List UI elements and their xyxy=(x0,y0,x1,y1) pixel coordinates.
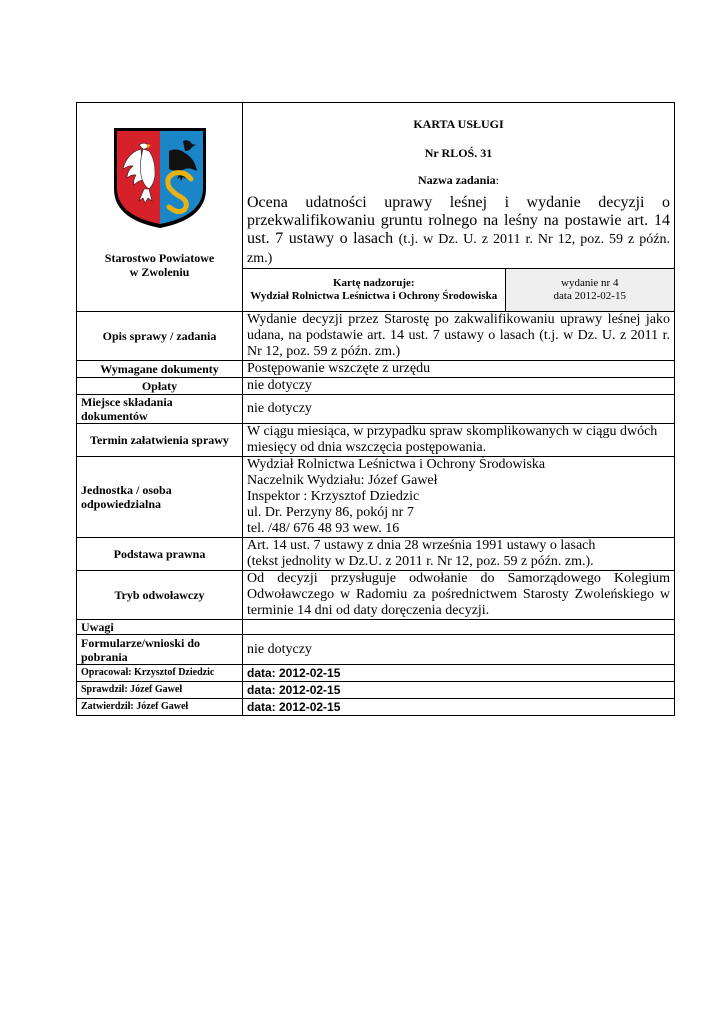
termin-label: Termin załatwienia sprawy xyxy=(77,424,243,457)
supervisor-label: Kartę nadzoruje: xyxy=(332,277,415,289)
podstawa-line1: Art. 14 ust. 7 ustawy z dnia 28 września 1991 ustawy o lasach xyxy=(247,538,596,553)
podstawa-label: Podstawa prawna xyxy=(77,538,243,571)
edition-box xyxy=(505,269,674,311)
task-label-colon: : xyxy=(495,173,499,187)
opis-value: Wydanie decyzji przez Starostę po zakwalifikowaniu uprawy leśnej jako udana, na podstawie art. 14 ust. 7 ustawy o lasach (t.j. w Dz. U. z 2011 r. Nr 12, poz. 59 z późn. zm.) xyxy=(243,312,675,361)
tryb-value: Od decyzji przysługuje odwołanie do Samorządowego Kolegium Odwoławczego w Radomiu za pośrednictwem Starosty Zwoleńskiego w terminie 14 dni od daty doręczenia decyzji. xyxy=(243,571,675,620)
title-cell xyxy=(243,103,675,269)
formularze-value: nie dotyczy xyxy=(243,635,675,665)
prepared-by: Opracował: Krzysztof Dziedzic xyxy=(77,665,243,682)
termin-value: W ciągu miesiąca, w przypadku spraw skomplikowanych w ciągu dwóch miesięcy od dnia wszczęcia postępowania. xyxy=(243,424,675,457)
jednostka-line2: Naczelnik Wydziału: Józef Gaweł xyxy=(247,473,438,488)
jednostka-value xyxy=(243,457,675,538)
uwagi-label: Uwagi xyxy=(77,620,243,635)
task-text: Ocena udatności uprawy leśnej i wydanie decyzji o przekwalifikowaniu gruntu rolnego na leśny na postawie art. 14 ust. 7 ustawy o lasach xyxy=(247,194,670,247)
opis-label: Opis sprawy / zadania xyxy=(77,312,243,361)
dokumenty-label: Wymagane dokumenty xyxy=(77,361,243,378)
podstawa-value xyxy=(243,538,675,571)
task-name xyxy=(247,194,670,268)
office-name xyxy=(81,251,238,279)
task-label: Nazwa zadania xyxy=(417,173,496,187)
card-title: KARTA USŁUGI xyxy=(413,117,504,131)
office-name-line2: w Zwoleniu xyxy=(129,265,190,279)
card-number: Nr RLOŚ. 31 xyxy=(424,146,493,160)
service-card-table xyxy=(76,102,675,716)
jednostka-line3: Inspektor : Krzysztof Dziedzic xyxy=(247,489,420,504)
supervisor-inner-table xyxy=(243,269,674,311)
task-label-line xyxy=(247,173,670,188)
miejsce-value: nie dotyczy xyxy=(243,395,675,424)
oplaty-value: nie dotyczy xyxy=(243,378,675,395)
edition-number: wydanie nr 4 xyxy=(561,277,619,289)
oplaty-label: Opłaty xyxy=(77,378,243,395)
jednostka-line4: ul. Dr. Perzyny 86, pokój nr 7 xyxy=(247,505,414,520)
jednostka-label: Jednostka / osoba odpowiedzialna xyxy=(77,457,243,538)
formularze-label: Formularze/wnioski do pobrania xyxy=(77,635,243,665)
checked-by: Sprawdził: Józef Gaweł xyxy=(77,682,243,699)
office-cell xyxy=(77,103,243,312)
jednostka-line1: Wydział Rolnictwa Leśnictwa i Ochrony Środowiska xyxy=(247,457,546,472)
supervisor-unit: Wydział Rolnictwa Leśnictwa i Ochrony Środowiska xyxy=(250,290,498,302)
tryb-label: Tryb odwoławczy xyxy=(77,571,243,620)
approved-date: data: 2012-02-15 xyxy=(243,699,675,716)
supervisor-cell xyxy=(243,269,675,312)
coat-of-arms-icon xyxy=(113,127,207,229)
edition-date: data 2012-02-15 xyxy=(553,290,626,302)
miejsce-label: Miejsce składania dokumentów xyxy=(77,395,243,424)
dokumenty-value: Postępowanie wszczęte z urzędu xyxy=(243,361,675,378)
office-name-line1: Starostwo Powiatowe xyxy=(104,251,215,265)
supervisor-box xyxy=(243,269,505,311)
prepared-date: data: 2012-02-15 xyxy=(243,665,675,682)
jednostka-line5: tel. /48/ 676 48 93 wew. 16 xyxy=(247,521,400,536)
podstawa-line2: (tekst jednolity w Dz.U. z 2011 r. Nr 12, poz. 59 z późn. zm.). xyxy=(247,554,594,569)
approved-by: Zatwierdził: Józef Gaweł xyxy=(77,699,243,716)
uwagi-value xyxy=(243,620,675,635)
checked-date: data: 2012-02-15 xyxy=(243,682,675,699)
task-reference: (t.j. w Dz. U. z 2011 r. Nr 12, poz. 59 z późn. zm.) xyxy=(247,232,670,266)
